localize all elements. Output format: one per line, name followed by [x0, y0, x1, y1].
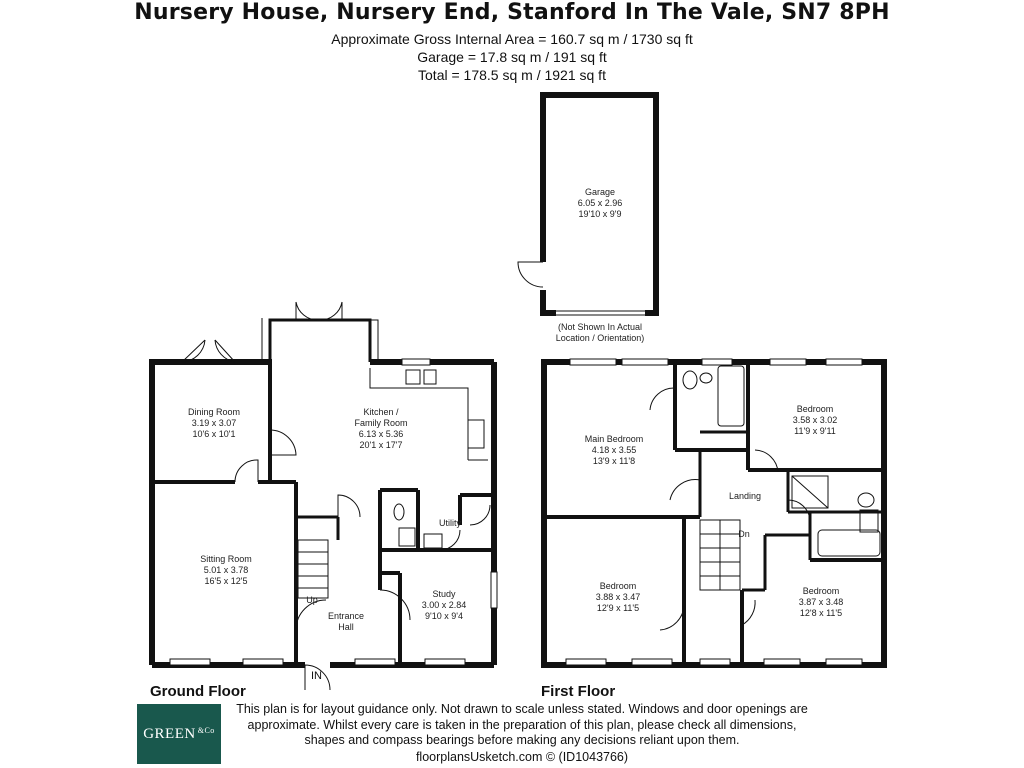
main-bedroom-imperial: 13'9 x 11'8 [592, 456, 636, 466]
utility-label: Utility [439, 518, 461, 528]
sitting-room-label: Sitting Room [200, 554, 252, 564]
garage-imperial: 19'10 x 9'9 [578, 209, 622, 219]
bedroom-ne-metric: 3.58 x 3.02 [792, 415, 838, 425]
gross-internal-area: Approximate Gross Internal Area = 160.7 sq m / 1730 sq ft [331, 31, 693, 47]
garage-note-1: (Not Shown In Actual [557, 322, 643, 332]
garage-area: Garage = 17.8 sq m / 191 sq ft [417, 49, 607, 65]
main-bedroom-metric: 4.18 x 3.55 [591, 445, 637, 455]
study-label: Study [432, 589, 456, 599]
kitchen-label-1: Kitchen / [363, 407, 399, 417]
bedroom-sw-metric: 3.88 x 3.47 [595, 592, 641, 602]
entrance-in-label: IN [311, 670, 322, 682]
bedroom-ne-imperial: 11'9 x 9'11 [794, 426, 836, 436]
main-bedroom-label: Main Bedroom [584, 434, 644, 444]
sitting-room-imperial: 16'5 x 12'5 [204, 576, 248, 586]
ground-floor-walls [152, 302, 497, 690]
bedroom-ne-label: Bedroom [796, 404, 834, 414]
hall-label-2: Hall [338, 622, 354, 632]
study-imperial: 9'10 x 9'4 [425, 611, 463, 621]
garage-label: Garage [584, 187, 616, 197]
dining-room-imperial: 10'6 x 10'1 [192, 429, 236, 439]
bedroom-se-label: Bedroom [802, 586, 840, 596]
bedroom-sw-imperial: 12'9 x 11'5 [596, 603, 640, 613]
first-floor-title: First Floor [541, 683, 616, 700]
ground-floor-title: Ground Floor [150, 683, 246, 700]
bedroom-se-imperial: 12'8 x 11'5 [799, 608, 843, 618]
agent-logo [137, 704, 221, 764]
logo-suffix: &Co [197, 725, 215, 735]
garage-metric: 6.05 x 2.96 [577, 198, 623, 208]
credit-text: floorplansUsketch.com © (ID1043766) [415, 750, 629, 764]
ground-stairs-label: Up [306, 595, 318, 605]
bedroom-se-metric: 3.87 x 3.48 [798, 597, 844, 607]
kitchen-imperial: 20'1 x 17'7 [359, 440, 403, 450]
plan-title: Nursery House, Nursery End, Stanford In The Vale, SN7 8PH [134, 0, 890, 25]
disclaimer-text: This plan is for layout guidance only. Not drawn to scale unless stated. Windows and door openings are approximate. Whilst every care is taken in the preparation of this plan, please check all dimensions, shapes and compass bearings before making any decisions reliant upon them. [236, 702, 808, 747]
kitchen-metric: 6.13 x 5.36 [358, 429, 404, 439]
hall-label-1: Entrance [327, 611, 365, 621]
dining-room-metric: 3.19 x 3.07 [191, 418, 237, 428]
kitchen-label-2: Family Room [354, 418, 408, 428]
total-area: Total = 178.5 sq m / 1921 sq ft [418, 67, 606, 83]
logo-text: GREEN [143, 725, 196, 742]
sitting-room-metric: 5.01 x 3.78 [203, 565, 249, 575]
landing-label: Landing [728, 491, 762, 501]
bedroom-sw-label: Bedroom [599, 581, 637, 591]
study-metric: 3.00 x 2.84 [421, 600, 467, 610]
first-stairs-label: Dn [738, 529, 750, 539]
garage-note-2: Location / Orientation) [555, 333, 645, 343]
dining-room-label: Dining Room [187, 407, 241, 417]
